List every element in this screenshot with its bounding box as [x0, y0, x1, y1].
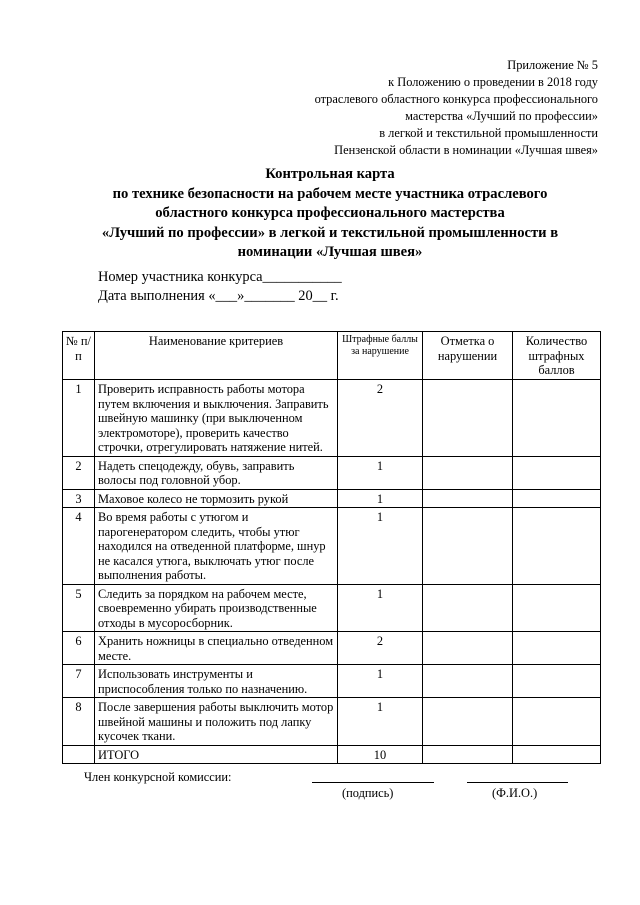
row-count-cell[interactable] — [513, 456, 601, 489]
signature-line[interactable] — [312, 782, 434, 783]
row-num: 5 — [63, 584, 95, 632]
title-line: Контрольная карта — [265, 166, 395, 182]
appendix-line: отраслевого областного конкурса профессионального — [314, 92, 598, 106]
row-num: 7 — [63, 665, 95, 698]
total-label: ИТОГО — [95, 745, 338, 764]
appendix-line: мастерства «Лучший по профессии» — [405, 109, 598, 123]
row-criterion: После завершения работы выключить мотор швейной машины и положить под лапку кусочек ткани. — [95, 698, 338, 746]
header-criterion: Наименование критериев — [95, 332, 338, 380]
row-num: 1 — [63, 380, 95, 457]
row-num: 3 — [63, 489, 95, 508]
total-count-cell[interactable] — [513, 745, 601, 764]
row-criterion: Хранить ножницы в специально отведенном месте. — [95, 632, 338, 665]
criteria-table — [62, 331, 601, 764]
table-row — [63, 698, 601, 746]
row-points: 1 — [338, 489, 423, 508]
table-row — [63, 584, 601, 632]
participant-fields — [98, 268, 342, 305]
row-points: 1 — [338, 456, 423, 489]
title-line: областного конкурса профессионального мастерства — [155, 205, 505, 221]
row-num: 6 — [63, 632, 95, 665]
row-count-cell[interactable] — [513, 380, 601, 457]
appendix-line: в легкой и текстильной промышленности — [379, 126, 598, 140]
row-points: 1 — [338, 665, 423, 698]
name-caption: (Ф.И.О.) — [492, 786, 538, 800]
row-mark-cell[interactable] — [423, 698, 513, 746]
row-points: 2 — [338, 380, 423, 457]
table-row — [63, 632, 601, 665]
row-mark-cell[interactable] — [423, 508, 513, 585]
participant-number-field[interactable]: Номер участника конкурса___________ — [98, 269, 342, 285]
row-points: 1 — [338, 584, 423, 632]
date-field[interactable]: Дата выполнения «___»_______ 20__ г. — [98, 287, 339, 304]
total-num-cell — [63, 745, 95, 764]
row-criterion: Использовать инструменты и приспособления только по назначению. — [95, 665, 338, 698]
appendix-line: Пензенской области в номинации «Лучшая швея» — [334, 143, 598, 157]
row-num: 4 — [63, 508, 95, 585]
row-count-cell[interactable] — [513, 665, 601, 698]
row-mark-cell[interactable] — [423, 380, 513, 457]
commission-member-label: Член конкурсной комиссии: — [84, 770, 232, 784]
table-row — [63, 489, 601, 508]
row-criterion: Надеть спецодежду, обувь, заправить волосы под головной убор. — [95, 456, 338, 489]
row-mark-cell[interactable] — [423, 665, 513, 698]
row-count-cell[interactable] — [513, 698, 601, 746]
title-line: номинации «Лучшая швея» — [237, 244, 423, 260]
appendix-line: к Положению о проведении в 2018 году — [388, 75, 598, 89]
header-penalty: Штрафные баллы за нарушение — [338, 332, 423, 380]
table-header-row — [63, 332, 601, 380]
signature-caption: (подпись) — [342, 786, 394, 800]
header-num: № п/п — [63, 332, 95, 380]
table-row — [63, 380, 601, 457]
row-count-cell[interactable] — [513, 584, 601, 632]
row-criterion: Во время работы с утюгом и парогенератором следить, чтобы утюг находился на отведенной платформе, шнур не касался утюга, выключать утюг после выполнения работы. — [95, 508, 338, 585]
row-mark-cell[interactable] — [423, 632, 513, 665]
row-points: 2 — [338, 632, 423, 665]
row-points: 1 — [338, 698, 423, 746]
total-row — [63, 745, 601, 764]
row-count-cell[interactable] — [513, 632, 601, 665]
row-points: 1 — [338, 508, 423, 585]
header-mark: Отметка о нарушении — [423, 332, 513, 380]
table-row — [63, 456, 601, 489]
row-num: 2 — [63, 456, 95, 489]
row-criterion: Маховое колесо не тормозить рукой — [95, 489, 338, 508]
title-line: по технике безопасности на рабочем месте участника отраслевого — [112, 185, 548, 202]
row-criterion: Следить за порядком на рабочем месте, своевременно убирать производственные отходы в мусоросборник. — [95, 584, 338, 632]
row-count-cell[interactable] — [513, 489, 601, 508]
row-num: 8 — [63, 698, 95, 746]
row-mark-cell[interactable] — [423, 489, 513, 508]
table-row — [63, 508, 601, 585]
name-line[interactable] — [467, 782, 568, 783]
header-count: Количество штрафных баллов — [513, 332, 601, 380]
row-mark-cell[interactable] — [423, 456, 513, 489]
row-criterion: Проверить исправность работы мотора путем включения и выключения. Заправить швейную машинку (при выключенном электромоторе), проверить качество строчки, отрегулировать натяжение нитей. — [95, 380, 338, 457]
document-title — [70, 165, 590, 263]
row-count-cell[interactable] — [513, 508, 601, 585]
total-mark-cell[interactable] — [423, 745, 513, 764]
row-mark-cell[interactable] — [423, 584, 513, 632]
title-line: «Лучший по профессии» в легкой и текстильной промышленности в — [101, 224, 559, 241]
table-row — [63, 665, 601, 698]
appendix-line: Приложение № 5 — [507, 58, 598, 72]
appendix-block — [258, 57, 598, 159]
total-points: 10 — [338, 745, 423, 764]
